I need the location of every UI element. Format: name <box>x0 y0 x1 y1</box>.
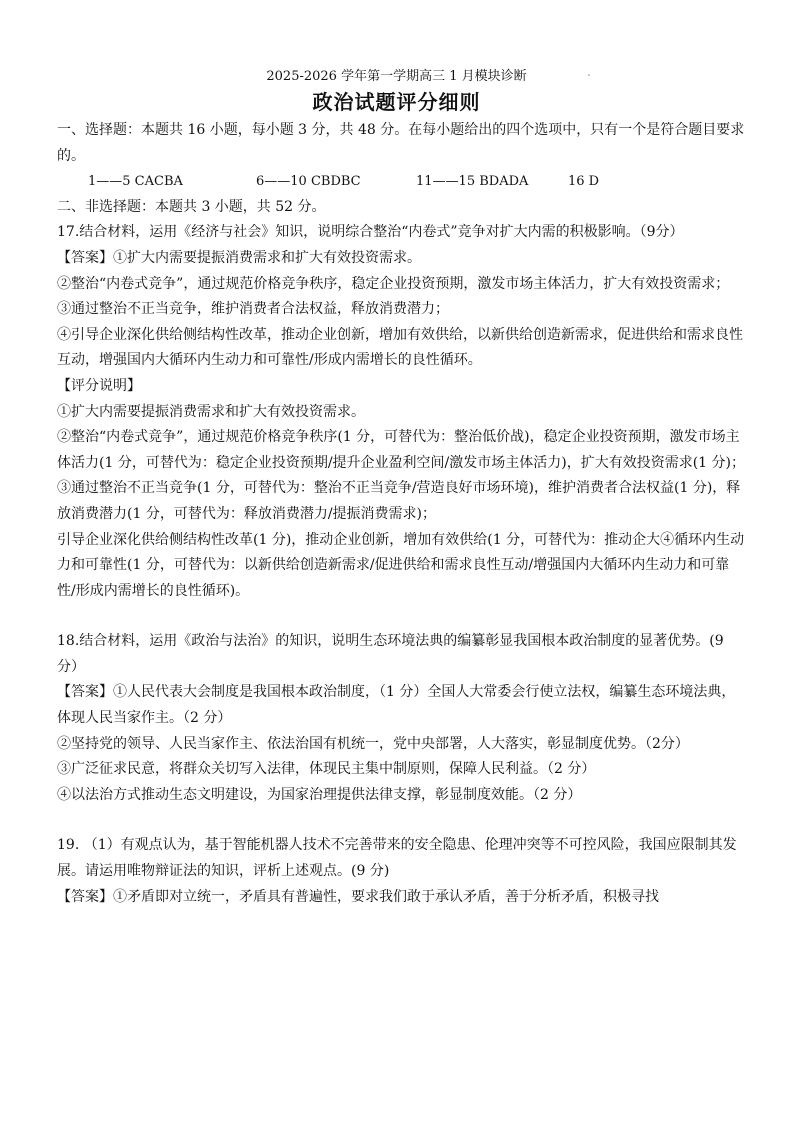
section2-intro: 二、非选择题：本题共 3 小题，共 52 分。 <box>57 198 326 215</box>
q17-scoring-line: ①扩大内需要提振消费需求和扩大有效投资需求。 <box>57 403 365 420</box>
q17-question: 17.结合材料，运用《经济与社会》知识，说明综合整治“内卷式”竞争对扩大内需的积极影响。（9分） <box>57 224 684 241</box>
q17-answer-line: ④引导企业深化供给侧结构性改革，推动企业创新，增加有效供给，以新供给创造新需求，促进供给和需求良性互动，增强国内大循环内生动力和可靠性/形成内需增长的良性循环。 <box>57 326 743 369</box>
section1-intro: 一、选择题：本题共 16 小题，每小题 3 分，共 48 分。在每小题给出的四个选项中，只有一个是符合题目要求的。 <box>57 122 745 164</box>
q18-answer-line: ④以法治方式推动生态文明建设，为国家治理提供法律支撑，彰显制度效能。（2 分） <box>57 786 582 803</box>
q18-answer-line: ②坚持党的领导、人民当家作主、依法治国有机统一，党中央部署，人大落实，彰显制度优势。（2分） <box>57 735 689 752</box>
q17-scoring-line: 引导企业深化供给侧结构性改革(1 分)，推动企业创新，增加有效供给(1 分，可替代为：推动企大④循环内生动力和可靠性(1 分，可替代为：以新供给创造新需求/促进供给和需求良性互动/增强国内大循环内生动力和可靠性/形成内需增长的良性循环)。 <box>57 531 745 599</box>
q17-scoring-title: 【评分说明】 <box>57 377 141 394</box>
mc-answer-group: 16 D <box>568 174 600 190</box>
q18-answer-line: 【答案】①人民代表大会制度是我国根本政治制度，（1 分）全国人大常委会行使立法权，编纂生态环境法典，体现人民当家作主。（2 分） <box>57 684 736 727</box>
spacer <box>57 604 747 629</box>
mc-answer-group: 11——15 BDADA <box>416 174 529 190</box>
multiple-choice-answers <box>57 169 747 195</box>
q19-answer-line: 【答案】①矛盾即对立统一，矛盾具有普遍性，要求我们敢于承认矛盾，善于分析矛盾，积极寻找 <box>57 888 659 905</box>
q17-answer-line: 【答案】①扩大内需要提振消费需求和扩大有效投资需求。 <box>57 249 421 266</box>
q17-scoring-line: ②整治“内卷式竞争”，通过规范价格竞争秩序(1 分，可替代为：整治低价战)，稳定企业投资预期，激发市场主体活力(1 分，可替代为：稳定企业投资预期/提升企业盈利空间/激发市场主体活力)，扩大有效投资需求(1 分)； <box>57 429 745 471</box>
document-title: 政治试题评分细则 <box>312 90 481 114</box>
q18-question: 18.结合材料，运用《政治与法治》的知识，说明生态环境法典的编纂彰显我国根本政治制度的显著优势。(9 分） <box>57 633 724 675</box>
q17-scoring-line: ③通过整治不正当竞争(1 分，可替代为：整治不正当竞争/营造良好市场环境)，维护消费者合法权益(1 分)，释放消费潜力(1 分，可替代为：释放消费潜力/提振消费需求)； <box>57 480 741 522</box>
q17-answer-line: ③通过整治不正当竞争，维护消费者合法权益，释放消费潜力； <box>57 301 449 318</box>
q18-answer-line: ③广泛征求民意，将群众关切写入法律，体现民主集中制原则，保障人民利益。（2 分） <box>57 761 596 778</box>
mc-answer-group: 6——10 CBDBC <box>256 174 361 190</box>
scan-speck <box>588 74 590 76</box>
q19-question: 19. （1）有观点认为，基于智能机器人技术不完善带来的安全隐患、伦理冲突等不可控风险，我国应限制其发展。请运用唯物辩证法的知识，评析上述观点。(9 分) <box>57 837 737 880</box>
q17-answer-line: ②整治“内卷式竞争”，通过规范价格竞争秩序，稳定企业投资预期，激发市场主体活力，扩大有效投资需求； <box>57 275 730 292</box>
spacer <box>57 808 747 833</box>
exam-subtitle: 2025-2026 学年第一学期高三 1 月模块诊断 <box>266 69 527 84</box>
mc-answer-group: 1——5 CACBA <box>88 174 183 190</box>
document-body <box>57 118 747 910</box>
